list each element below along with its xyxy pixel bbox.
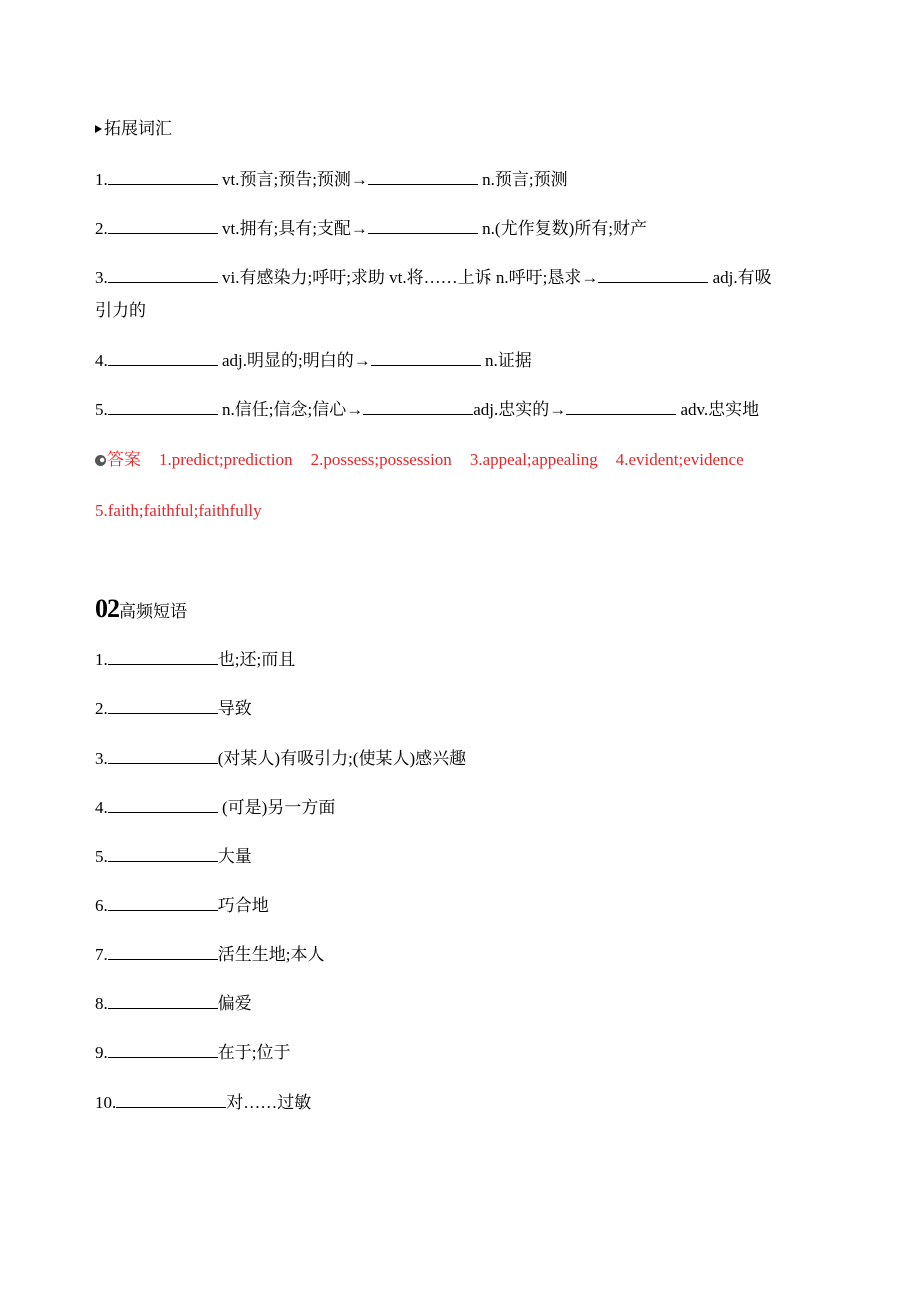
blank[interactable] — [108, 943, 218, 960]
blank[interactable] — [108, 1041, 218, 1058]
blank[interactable] — [371, 349, 481, 366]
blank[interactable] — [108, 845, 218, 862]
blank[interactable] — [108, 398, 218, 415]
blank[interactable] — [368, 217, 478, 234]
phrase-item: 4. (可是)另一方面 — [95, 798, 336, 817]
blank[interactable] — [108, 266, 218, 283]
phrase-item: 3. (对某人)有吸引力;(使某人)感兴趣 — [95, 749, 467, 768]
phrase-item: 10. 对……过敏 — [95, 1093, 312, 1112]
blank[interactable] — [108, 697, 218, 714]
blank[interactable] — [116, 1091, 226, 1108]
phrase-item: 7. 活生生地;本人 — [95, 945, 325, 964]
blank[interactable] — [108, 648, 218, 665]
phrase-item: 9. 在于;位于 — [95, 1043, 291, 1062]
answer-icon — [95, 455, 106, 466]
blank[interactable] — [108, 894, 218, 911]
vocab-item-1: 1. vt.预言;预告;预测→ n.预言;预测 — [95, 170, 568, 189]
section-heading-phrases — [95, 595, 187, 626]
blank[interactable] — [108, 217, 218, 234]
vocab-item-5: 5. n.信任;信念;信心→ adj.忠实的→ adv.忠实地 — [95, 400, 760, 419]
triangle-bullet-icon — [95, 125, 102, 133]
blank[interactable] — [108, 349, 218, 366]
phrase-item: 5. 大量 — [95, 847, 252, 866]
blank[interactable] — [368, 168, 478, 185]
phrase-item: 2. 导致 — [95, 699, 252, 718]
blank[interactable] — [566, 398, 676, 415]
answer-label: 答案 — [107, 450, 141, 469]
phrase-item: 6. 巧合地 — [95, 896, 269, 915]
section-number: 02 — [95, 594, 119, 623]
phrase-item: 8. 偏爱 — [95, 994, 252, 1013]
vocab-item-2: 2. vt.拥有;具有;支配→ n.(尤作复数)所有;财产 — [95, 219, 647, 238]
blank[interactable] — [108, 747, 218, 764]
answer-line-1: 答案 1.predict;prediction 2.possess;possession 3.appeal;appealing 4.evident;evidence — [95, 449, 744, 471]
vocab-item-4: 4. adj.明显的;明白的→ n.证据 — [95, 351, 532, 370]
phrase-item: 1. 也;还;而且 — [95, 650, 296, 669]
vocab-item-3-continuation: 引力的 — [95, 301, 146, 320]
section-heading-vocab: 拓展词汇 — [95, 118, 172, 140]
blank[interactable] — [108, 992, 218, 1009]
blank[interactable] — [598, 266, 708, 283]
blank[interactable] — [108, 168, 218, 185]
blank[interactable] — [363, 398, 473, 415]
vocab-item-3: 3. vi.有感染力;呼吁;求助 vt.将……上诉 n.呼吁;恳求→ adj.有吸 — [95, 268, 772, 287]
answer-line-2: 5.faith;faithful;faithfully — [95, 501, 262, 520]
section-title: 高频短语 — [119, 602, 187, 621]
blank[interactable] — [108, 796, 218, 813]
